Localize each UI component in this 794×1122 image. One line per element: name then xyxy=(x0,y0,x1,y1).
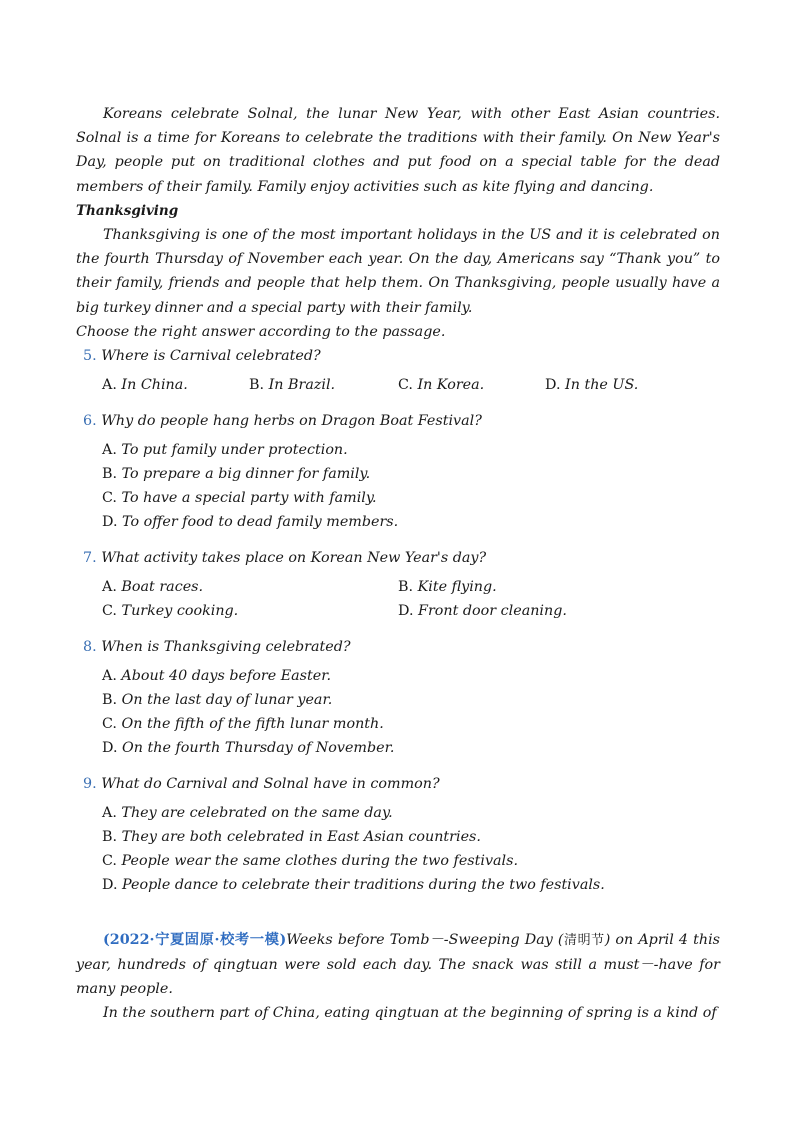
next-passage-second-paragraph: In the southern part of China, eating qingtuan at the beginning of spring is a kind of xyxy=(103,1005,717,1021)
passage-text-a: Weeks before Tomb－-Sweeping Day ( xyxy=(286,932,564,948)
option-letter: C. xyxy=(102,603,117,619)
question-text: Where is Carnival celebrated? xyxy=(101,348,321,364)
option-text: On the fifth of the fifth lunar month. xyxy=(121,716,384,732)
question-8-option-d[interactable] xyxy=(102,738,394,758)
question-number: 6. xyxy=(83,413,97,429)
question-8-option-c[interactable] xyxy=(102,714,384,734)
thanksgiving-paragraph: Thanksgiving is one of the most important holidays in the US and it is celebrated on the fourth Thursday of November each year. On the day, Americans say “Thank you” to their family, friends and people that help them. On Thanksgiving, people usually have a big turkey dinner and a special party with their family. xyxy=(76,227,720,316)
option-letter: A. xyxy=(102,579,117,595)
question-9 xyxy=(83,774,440,794)
option-text: Front door cleaning. xyxy=(418,603,567,619)
question-6-option-b[interactable] xyxy=(102,464,370,484)
question-text: What activity takes place on Korean New Year's day? xyxy=(101,550,487,566)
question-5-option-d[interactable] xyxy=(545,375,638,395)
option-text: They are celebrated on the same day. xyxy=(121,805,393,821)
question-6 xyxy=(83,411,482,431)
option-letter: B. xyxy=(102,466,118,482)
option-text: In the US. xyxy=(565,377,639,393)
option-letter: A. xyxy=(102,668,117,684)
option-letter: D. xyxy=(102,514,118,530)
question-6-option-d[interactable] xyxy=(102,512,398,532)
option-letter: B. xyxy=(102,692,118,708)
question-5-option-c[interactable] xyxy=(398,375,484,395)
option-letter: C. xyxy=(102,853,117,869)
option-letter: B. xyxy=(249,377,265,393)
next-passage-paragraph xyxy=(76,928,720,1002)
option-letter: A. xyxy=(102,442,117,458)
question-text: Why do people hang herbs on Dragon Boat Festival? xyxy=(101,413,482,429)
option-text: In Brazil. xyxy=(268,377,336,393)
question-text: What do Carnival and Solnal have in common? xyxy=(101,776,440,792)
option-text: Boat races. xyxy=(121,579,204,595)
question-7-option-b[interactable] xyxy=(398,577,497,597)
option-text: In Korea. xyxy=(417,377,485,393)
option-letter: D. xyxy=(102,877,118,893)
option-text: They are both celebrated in East Asian countries. xyxy=(121,829,481,845)
option-letter: D. xyxy=(398,603,414,619)
question-number: 7. xyxy=(83,550,97,566)
option-letter: D. xyxy=(102,740,118,756)
section-heading: Thanksgiving xyxy=(76,203,179,219)
option-letter: D. xyxy=(545,377,561,393)
question-9-option-d[interactable] xyxy=(102,875,605,895)
option-text: To have a special party with family. xyxy=(121,490,377,506)
question-8-option-b[interactable] xyxy=(102,690,332,710)
question-5-option-a[interactable] xyxy=(102,375,188,395)
option-text: On the last day of lunar year. xyxy=(121,692,333,708)
option-letter: B. xyxy=(398,579,414,595)
option-text: To put family under protection. xyxy=(121,442,348,458)
question-5-option-b[interactable] xyxy=(249,375,335,395)
option-text: To prepare a big dinner for family. xyxy=(121,466,371,482)
option-text: On the fourth Thursday of November. xyxy=(122,740,395,756)
question-8 xyxy=(83,637,351,657)
question-number: 5. xyxy=(83,348,97,364)
source-tag: (2022·宁夏固原·校考一模) xyxy=(103,932,287,948)
question-text: When is Thanksgiving celebrated? xyxy=(101,639,351,655)
option-letter: A. xyxy=(102,805,117,821)
question-number: 9. xyxy=(83,776,97,792)
option-text: Kite flying. xyxy=(417,579,497,595)
question-5 xyxy=(83,346,321,366)
option-text: People wear the same clothes during the two festivals. xyxy=(121,853,518,869)
option-text: People dance to celebrate their traditions during the two festivals. xyxy=(122,877,605,893)
question-6-option-c[interactable] xyxy=(102,488,377,508)
question-7-option-d[interactable] xyxy=(398,601,567,621)
question-9-option-c[interactable] xyxy=(102,851,518,871)
question-7-option-c[interactable] xyxy=(102,601,238,621)
option-letter: C. xyxy=(102,490,117,506)
option-letter: C. xyxy=(102,716,117,732)
chinese-term: 清明节 xyxy=(563,933,605,948)
passage-text-b: ) on April 4 this year, hundreds of qingtuan were sold each day. The snack was still a must－-have for many people. xyxy=(76,932,720,998)
question-7 xyxy=(83,548,486,568)
question-number: 8. xyxy=(83,639,97,655)
option-letter: A. xyxy=(102,377,117,393)
question-7-option-a[interactable] xyxy=(102,577,203,597)
intro-paragraph: Koreans celebrate Solnal, the lunar New Year, with other East Asian countries. Solnal is a time for Koreans to celebrate the traditions with their family. On New Year's Day, people put on traditional clothes and put food on a special table for the dead members of their family. Family enjoy activities such as kite flying and dancing. xyxy=(76,106,720,195)
option-letter: C. xyxy=(398,377,413,393)
question-9-option-a[interactable] xyxy=(102,803,393,823)
question-9-option-b[interactable] xyxy=(102,827,481,847)
option-letter: B. xyxy=(102,829,118,845)
option-text: About 40 days before Easter. xyxy=(121,668,332,684)
option-text: In China. xyxy=(121,377,188,393)
option-text: To offer food to dead family members. xyxy=(122,514,399,530)
question-6-option-a[interactable] xyxy=(102,440,348,460)
instruction-text: Choose the right answer according to the passage. xyxy=(76,324,446,340)
option-text: Turkey cooking. xyxy=(121,603,239,619)
question-8-option-a[interactable] xyxy=(102,666,331,686)
